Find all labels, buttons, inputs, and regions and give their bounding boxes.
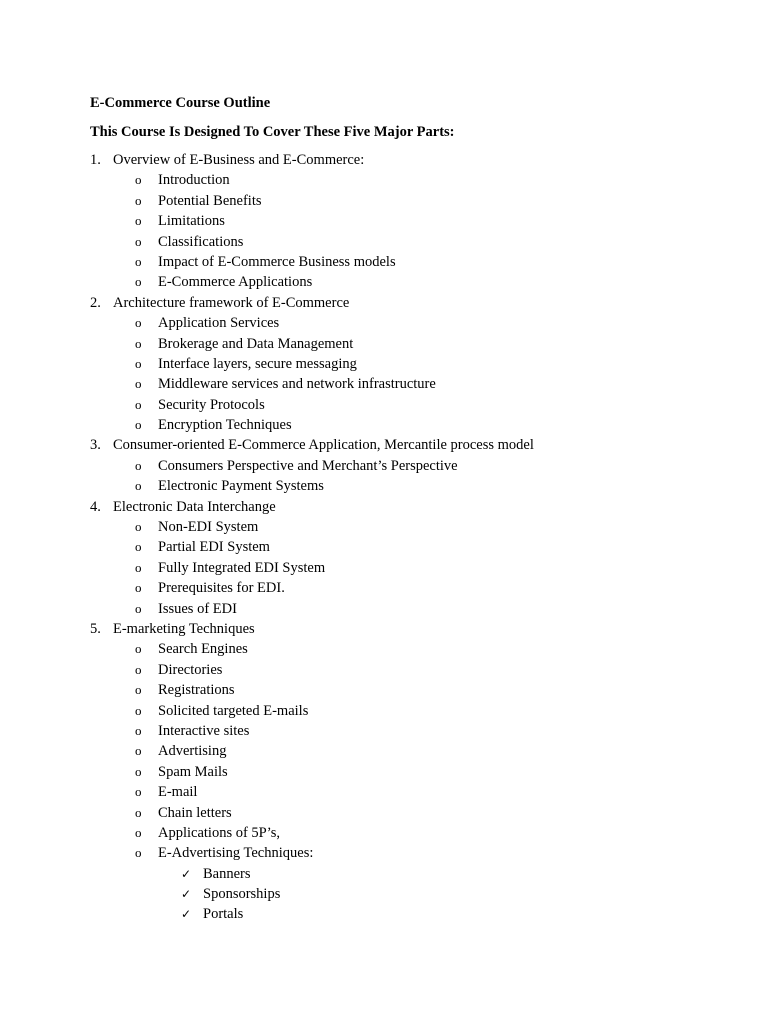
section-title: Architecture framework of E-Commerce bbox=[113, 294, 350, 311]
outline-item-text: E-Advertising Techniques: bbox=[158, 845, 314, 862]
outline-item-text: Applications of 5P’s, bbox=[158, 824, 281, 841]
outline-item-text: Spam Mails bbox=[158, 763, 228, 780]
outline-subitem-text: Portals bbox=[203, 906, 244, 923]
bullet-icon: o bbox=[135, 315, 142, 331]
section-title: E-marketing Techniques bbox=[113, 620, 255, 637]
bullet-icon: o bbox=[135, 661, 142, 677]
outline-item-text: Potential Benefits bbox=[158, 192, 262, 209]
outline-item-text: Registrations bbox=[158, 682, 235, 699]
bullet-icon: o bbox=[135, 845, 142, 861]
bullet-icon: o bbox=[135, 355, 142, 371]
outline-item-text: Search Engines bbox=[158, 641, 248, 658]
bullet-icon: o bbox=[135, 641, 142, 657]
checkmark-icon: ✓ bbox=[181, 887, 192, 902]
bullet-icon: o bbox=[135, 213, 142, 229]
bullet-icon: o bbox=[135, 580, 142, 596]
bullet-icon: o bbox=[135, 702, 142, 718]
outline-item-text: E-mail bbox=[158, 784, 198, 801]
outline-subitem-text: Sponsorships bbox=[203, 886, 281, 903]
outline-item-text: Classifications bbox=[158, 233, 244, 250]
bullet-icon: o bbox=[135, 784, 142, 800]
bullet-icon: o bbox=[135, 253, 142, 269]
bullet-icon: o bbox=[135, 804, 142, 820]
section-number: 5. bbox=[90, 620, 101, 637]
document-title: E-Commerce Course Outline bbox=[90, 95, 271, 111]
bullet-icon: o bbox=[135, 824, 142, 840]
bullet-icon: o bbox=[135, 743, 142, 759]
bullet-icon: o bbox=[135, 519, 142, 535]
outline-item-text: Introduction bbox=[158, 172, 230, 189]
section-number: 2. bbox=[90, 294, 101, 311]
bullet-icon: o bbox=[135, 559, 142, 575]
bullet-icon: o bbox=[135, 172, 142, 188]
outline-item-text: Interactive sites bbox=[158, 722, 250, 739]
bullet-icon: o bbox=[135, 233, 142, 249]
section-title: Consumer-oriented E-Commerce Application, Mercantile process model bbox=[113, 437, 534, 454]
section-number: 3. bbox=[90, 437, 101, 454]
outline-item-text: Middleware services and network infrastructure bbox=[158, 376, 436, 393]
document-subtitle: This Course Is Designed To Cover These Five Major Parts: bbox=[90, 124, 455, 140]
outline-item-text: Interface layers, secure messaging bbox=[158, 355, 357, 372]
bullet-icon: o bbox=[135, 539, 142, 555]
outline-item-text: Prerequisites for EDI. bbox=[158, 580, 285, 597]
outline-item-text: Limitations bbox=[158, 213, 225, 230]
bullet-icon: o bbox=[135, 376, 142, 392]
bullet-icon: o bbox=[135, 478, 142, 494]
bullet-icon: o bbox=[135, 682, 142, 698]
section-title: Electronic Data Interchange bbox=[113, 498, 276, 515]
outline-item-text: Encryption Techniques bbox=[158, 417, 292, 434]
section-title: Overview of E-Business and E-Commerce: bbox=[113, 152, 365, 168]
section-number: 4. bbox=[90, 498, 101, 515]
bullet-icon: o bbox=[135, 722, 142, 738]
checkmark-icon: ✓ bbox=[181, 866, 192, 881]
outline-item-text: Partial EDI System bbox=[158, 539, 270, 556]
outline-item-text: Advertising bbox=[158, 743, 227, 760]
outline-subitem-text: Banners bbox=[203, 865, 251, 882]
outline-item-text: Impact of E-Commerce Business models bbox=[158, 253, 396, 270]
outline-item-text: Chain letters bbox=[158, 804, 232, 821]
bullet-icon: o bbox=[135, 335, 142, 351]
outline-item-text: Security Protocols bbox=[158, 396, 265, 413]
bullet-icon: o bbox=[135, 417, 142, 433]
bullet-icon: o bbox=[135, 763, 142, 779]
bullet-icon: o bbox=[135, 192, 142, 208]
outline-item-text: Consumers Perspective and Merchant’s Perspective bbox=[158, 457, 458, 474]
outline-item-text: Non-EDI System bbox=[158, 519, 259, 536]
outline-item-text: Directories bbox=[158, 661, 223, 678]
outline-item-text: Fully Integrated EDI System bbox=[158, 559, 326, 576]
bullet-icon: o bbox=[135, 600, 142, 616]
checkmark-icon: ✓ bbox=[181, 907, 192, 922]
section-number: 1. bbox=[90, 152, 101, 168]
outline-item-text: Brokerage and Data Management bbox=[158, 335, 354, 352]
bullet-icon: o bbox=[135, 457, 142, 473]
outline-item-text: Application Services bbox=[158, 315, 280, 332]
outline-item-text: Electronic Payment Systems bbox=[158, 478, 324, 495]
outline-item-text: Issues of EDI bbox=[158, 600, 237, 617]
outline-item-text: Solicited targeted E-mails bbox=[158, 702, 309, 719]
outline-item-text: E-Commerce Applications bbox=[158, 274, 313, 291]
bullet-icon: o bbox=[135, 396, 142, 412]
bullet-icon: o bbox=[135, 274, 142, 290]
